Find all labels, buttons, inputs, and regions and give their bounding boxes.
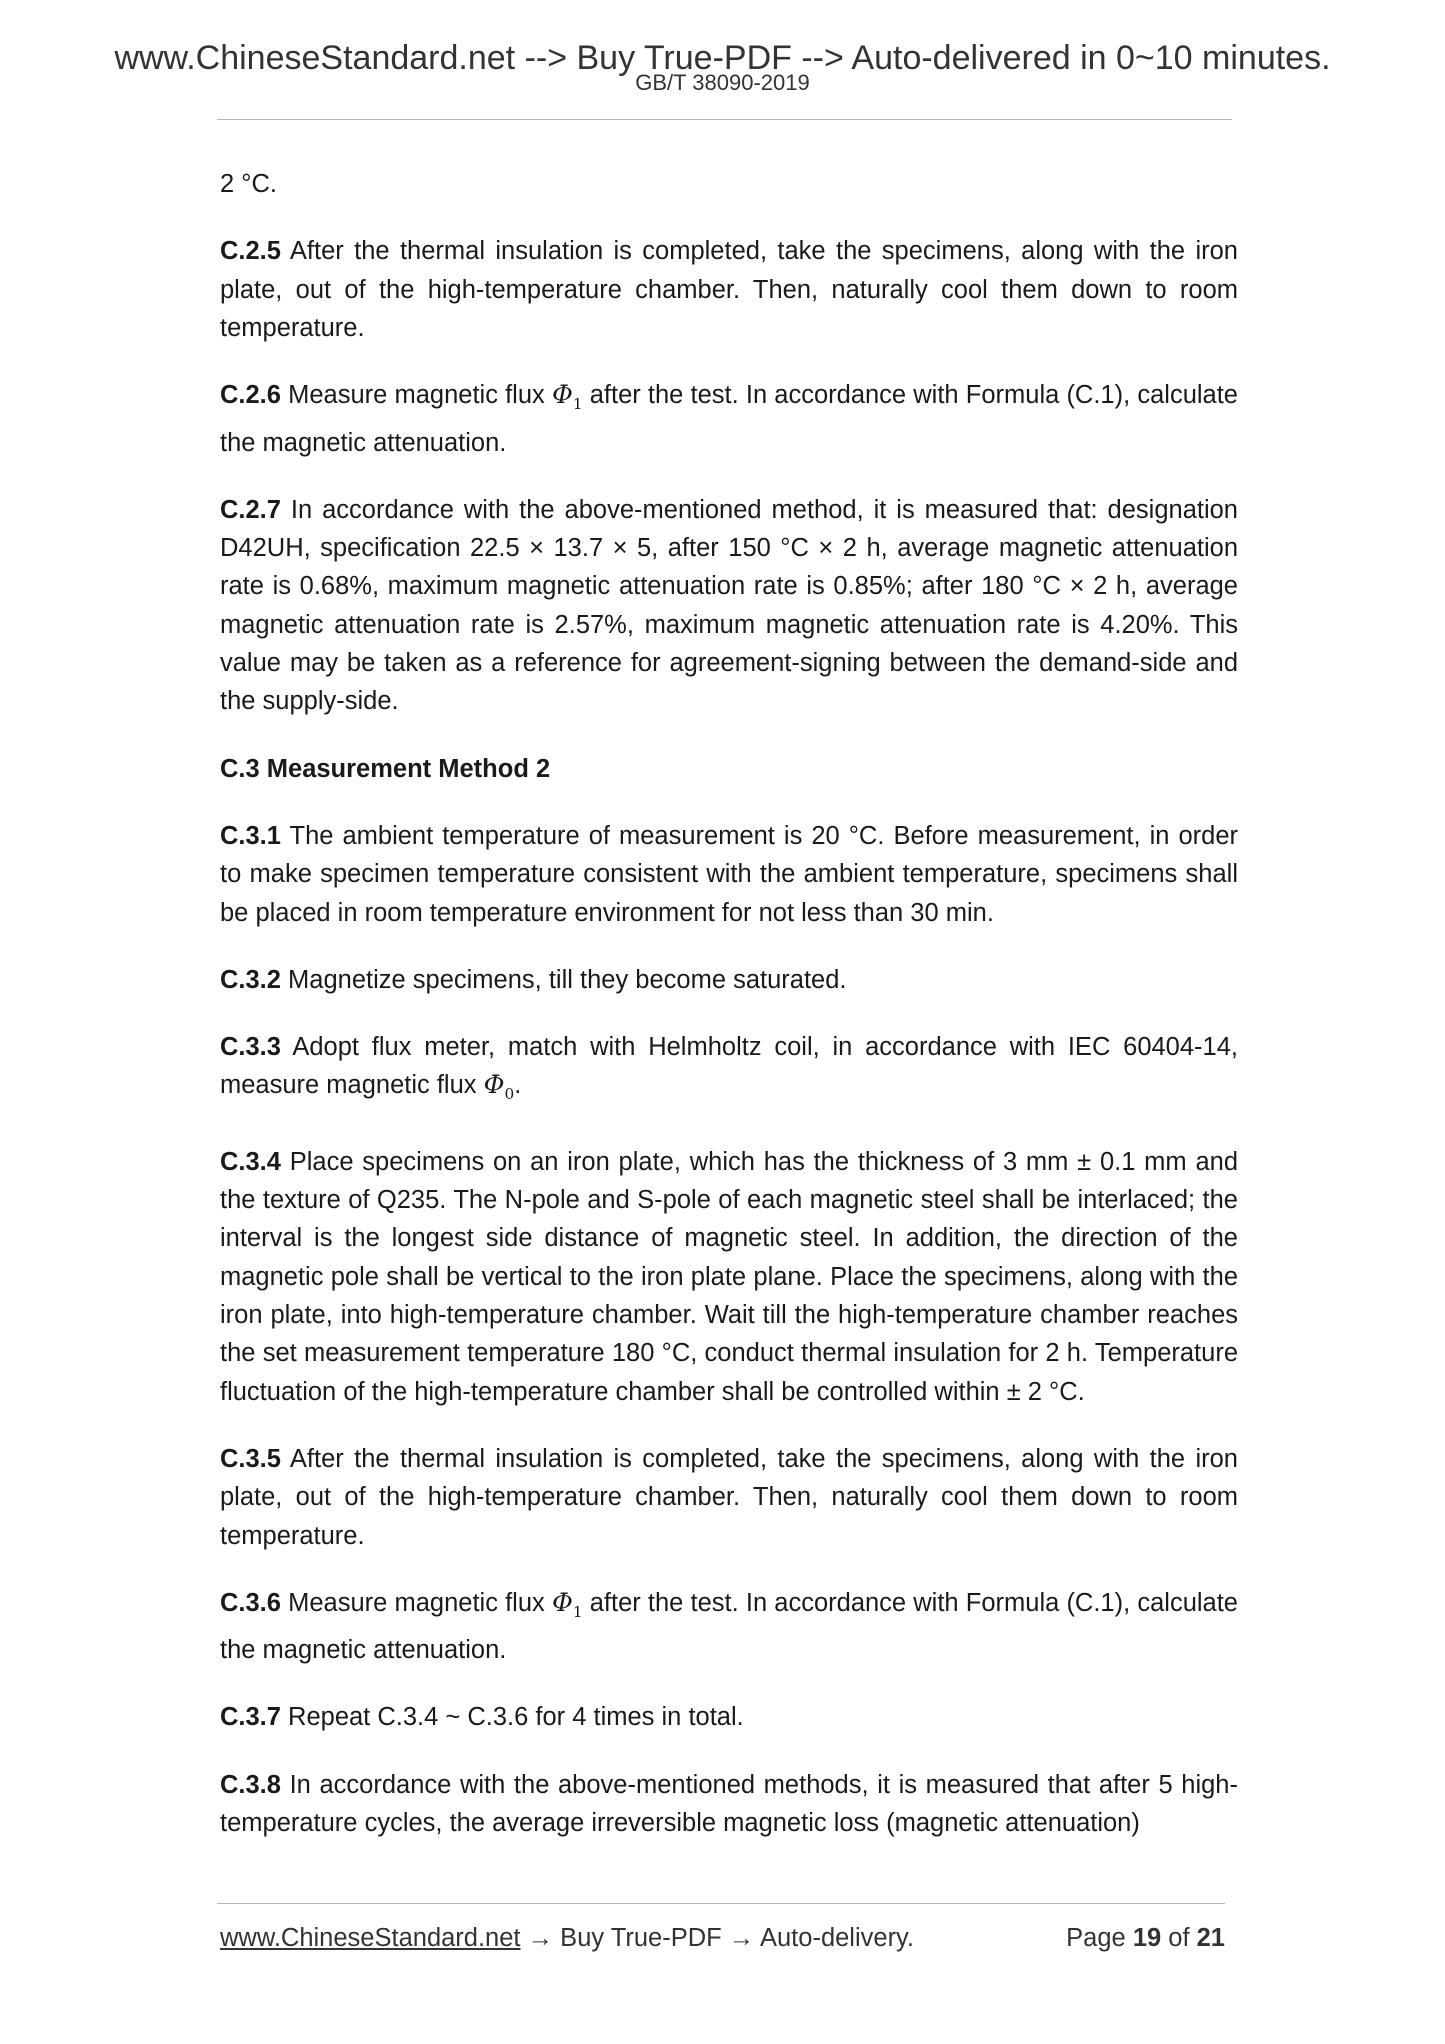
standard-id: GB/T 38090-2019: [635, 70, 810, 95]
paragraph-c-3-8: [220, 1766, 1238, 1843]
paragraph-c-3-7: [220, 1698, 1238, 1736]
paragraph-text: Measure magnetic flux: [280, 1588, 552, 1617]
paragraph-c-3-5: [220, 1440, 1238, 1555]
footer-site-link[interactable]: www.ChineseStandard.net: [220, 1924, 521, 1952]
footer-divider: [217, 1903, 1225, 1904]
site-banner[interactable]: www.ChineseStandard.net --> Buy True-PDF --> Auto-delivered in 0~10 minutes.: [114, 39, 1331, 77]
paragraph-c-2-7: [220, 491, 1238, 721]
paragraph-c-3-2: [220, 961, 1238, 999]
paragraph-text: After the thermal insulation is completed, take the specimens, along with the iron plate, out of the high-temperature chamber. Then, naturally cool them down to room temperature.: [220, 1444, 1238, 1550]
paragraph-text: In accordance with the above-mentioned method, it is measured that: designation D42UH, specification 22.5 × 13.7 × 5, after 150 °C × 2 h, average magnetic attenuation rate is 0.68%, maximum magnetic attenuation rate is 0.85%; after 180 °C × 2 h, average magnetic attenuation rate is 2.57%, maximum magnetic attenuation rate is 4.20%. This value may be taken as a reference for agreement-signing between the demand-side and the supply-side.: [220, 495, 1238, 716]
paragraph-text: Magnetize specimens, till they become saturated.: [280, 965, 847, 994]
clause-number: C.3.2: [220, 965, 281, 994]
page-total: 21: [1196, 1924, 1225, 1952]
clause-number: C.3.7: [220, 1703, 281, 1732]
document-body: [220, 165, 1238, 1871]
clause-number: C.3.8: [220, 1770, 281, 1799]
paragraph-c-3-6: [220, 1584, 1238, 1670]
flux-symbol: $\Phi_0$: [483, 1070, 515, 1104]
paragraph-text: After the thermal insulation is completed, take the specimens, along with the iron plate, out of the high-temperature chamber. Then, naturally cool them down to room temperature.: [220, 237, 1238, 342]
header-divider: [217, 119, 1232, 120]
paragraph-c-2-5: [220, 232, 1238, 347]
page-current: 19: [1132, 1924, 1162, 1952]
paragraph-c-3-1: [220, 817, 1238, 932]
page-indicator: Page 19 of 21: [1066, 1924, 1225, 1952]
clause-number: C.2.6: [220, 381, 281, 410]
paragraph-c-2-6: [220, 376, 1238, 462]
paragraph-text: Measure magnetic flux: [280, 381, 552, 410]
paragraph-text: The ambient temperature of measurement is 20 °C. Before measurement, in order to make specimen temperature consistent with the ambient temperature, specimens shall be placed in room temperature environment for not less than 30 min.: [220, 821, 1238, 927]
footer-tagline: → Buy True-PDF → Auto-delivery.: [520, 1924, 914, 1952]
clause-number: C.3: [220, 754, 260, 783]
section-heading-c-3: [220, 750, 1238, 788]
clause-number: C.3.1: [220, 821, 281, 850]
clause-number: C.3.5: [220, 1444, 281, 1473]
paragraph-text: Adopt flux meter, match with Helmholtz coil, in accordance with IEC 60404-14, measure magnetic flux: [220, 1033, 1238, 1100]
paragraph-c-2-4-tail: [220, 165, 1238, 203]
paragraph-text: 2 °C.: [220, 170, 277, 198]
clause-number: C.2.7: [220, 495, 281, 524]
paragraph-text: after the test. In accordance with Formula (C.1), calculate the magnetic attenuation.: [220, 381, 1238, 457]
paragraph-text: after the test. In accordance with Formula (C.1), calculate the magnetic attenuation.: [220, 1588, 1238, 1665]
page-footer: [220, 1918, 1225, 1958]
clause-number: C.2.5: [220, 237, 281, 266]
paragraph-c-3-4: [220, 1143, 1238, 1411]
heading-text: Measurement Method 2: [259, 754, 551, 783]
clause-number: C.3.3: [220, 1033, 281, 1062]
paragraph-c-3-3: [220, 1028, 1238, 1114]
clause-number: C.3.6: [220, 1588, 281, 1617]
paragraph-text: Repeat C.3.4 ~ C.3.6 for 4 times in total.: [280, 1703, 744, 1732]
clause-number: C.3.4: [220, 1147, 281, 1176]
paragraph-text: .: [514, 1071, 522, 1100]
paragraph-text: Place specimens on an iron plate, which has the thickness of 3 mm ± 0.1 mm and the texture of Q235. The N-pole and S-pole of each magnetic steel shall be interlaced; the interval is the longest side distance of magnetic steel. In addition, the direction of the magnetic pole shall be vertical to the iron plate plane. Place the specimens, along with the iron plate, into high-temperature chamber. Wait till the high-temperature chamber reaches the set measurement temperature 180 °C, conduct thermal insulation for 2 h. Temperature fluctuation of the high-temperature chamber shall be controlled within ± 2 °C.: [220, 1147, 1238, 1406]
paragraph-text: In accordance with the above-mentioned methods, it is measured that after 5 high-temperature cycles, the average irreversible magnetic loss (magnetic attenuation): [220, 1770, 1238, 1838]
flux-symbol: $\Phi_1$: [551, 1587, 583, 1621]
flux-symbol: $\Phi_1$: [551, 380, 583, 414]
